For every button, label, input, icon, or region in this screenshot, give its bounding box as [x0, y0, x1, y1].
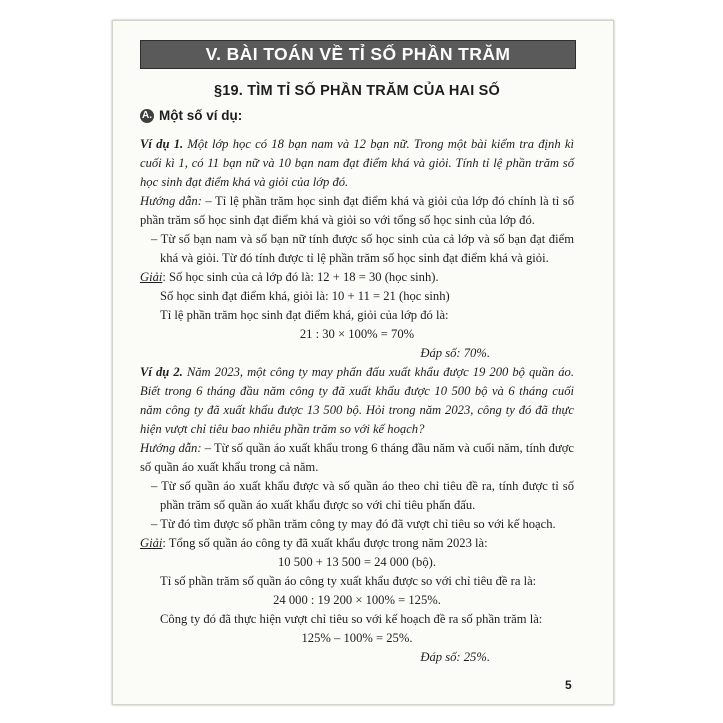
example-1-label: Ví dụ 1.	[140, 137, 184, 151]
guide-text: – Tỉ lệ phần trăm học sinh đạt điểm khá và giỏi của lớp đó chính là tỉ số phần trăm số học sinh đạt điểm khá và giỏi so với tổng số học sinh của lớp đó.	[140, 194, 574, 227]
example-2-solution-4: 24 000 : 19 200 × 100% = 125%.	[273, 593, 441, 607]
example-2-guide-1	[140, 439, 574, 477]
example-2-problem	[140, 363, 574, 439]
guide-label: Hướng dẫn:	[140, 441, 202, 455]
example-1-solution-4: 21 : 30 × 100% = 70%	[299, 327, 415, 341]
example-2-guide-3: – Từ đó tìm được số phần trăm công ty may đó đã vượt chỉ tiêu so với kế hoạch.	[151, 517, 556, 531]
example-1-solution-1	[140, 268, 574, 287]
example-2-solution-5: Công ty đó đã thực hiện vượt chỉ tiêu so với kế hoạch đề ra số phần trăm là:	[160, 612, 543, 626]
example-2-solution-2: 10 500 + 13 500 = 24 000 (bộ).	[278, 555, 436, 569]
subsection-heading	[140, 108, 242, 123]
chapter-banner	[140, 40, 576, 69]
chapter-title: V. BÀI TOÁN VỀ TỈ SỐ PHẦN TRĂM	[205, 44, 511, 64]
example-2-guide-2: – Từ số quần áo xuất khẩu được và số quần áo theo chỉ tiêu đề ra, tính được tỉ số phần trăm số quần áo xuất khẩu được so với chỉ tiêu phấn đấu.	[151, 479, 574, 512]
content-body	[140, 135, 574, 667]
example-1-solution-2: Số học sinh đạt điểm khá, giỏi là: 10 + 11 = 21 (học sinh)	[160, 289, 450, 303]
subsection-badge: A.	[142, 110, 152, 121]
example-1-answer: Đáp số: 70%.	[420, 346, 490, 360]
subsection-title: Một số ví dụ:	[159, 108, 243, 123]
solution-text: : Tổng số quần áo công ty đã xuất khẩu được trong năm 2023 là:	[162, 536, 488, 550]
example-1-guide-2: – Từ số bạn nam và số bạn nữ tính được số học sinh của cả lớp và số bạn đạt điểm khá và giỏi. Từ đó tính được tỉ lệ phần trăm số học sinh đạt điểm khá và giỏi.	[151, 232, 574, 265]
solution-label: Giải	[140, 270, 163, 284]
example-1-problem	[140, 135, 574, 192]
page-number: 5	[565, 678, 572, 692]
example-2-answer: Đáp số: 25%.	[420, 650, 490, 664]
solution-label: Giải	[140, 536, 163, 550]
guide-text: – Từ số quần áo xuất khẩu trong 6 tháng đầu năm và cuối năm, tính được số quần áo xuất khẩu trong cả năm.	[140, 441, 574, 474]
example-2-solution-3: Tỉ số phần trăm số quần áo công ty xuất khẩu được so với chỉ tiêu đề ra là:	[160, 574, 537, 588]
example-2-solution-1	[140, 534, 574, 553]
guide-label: Hướng dẫn:	[140, 194, 202, 208]
example-2-label: Ví dụ 2.	[140, 365, 183, 379]
example-1-solution-3: Tỉ lệ phần trăm học sinh đạt điểm khá, giỏi của lớp đó là:	[160, 308, 449, 322]
example-1-text: Một lớp học có 18 bạn nam và 12 bạn nữ. Trong một bài kiểm tra định kì cuối kì 1, có 11 bạn nữ và 10 bạn nam đạt điểm khá và giỏi. Tính tỉ lệ phần trăm số học sinh đạt điểm khá và giỏi của lớp đó.	[140, 137, 574, 189]
section-title: §19. TÌM TỈ SỐ PHẦN TRĂM CỦA HAI SỐ	[213, 83, 500, 99]
solution-text: : Số học sinh của cả lớp đó là: 12 + 18 = 30 (học sinh).	[162, 270, 439, 284]
example-2-text: Năm 2023, một công ty may phấn đấu xuất khẩu được 19 200 bộ quần áo. Biết trong 6 tháng đầu năm công ty đã xuất khẩu được 10 500 bộ và 6 tháng cuối năm công ty đã xuất khẩu được 13 500 bộ. Hỏi trong năm 2023, công ty đó đã thực hiện vượt chỉ tiêu bao nhiêu phần trăm so với kế hoạch?	[140, 365, 574, 436]
example-2-solution-6: 125% – 100% = 25%.	[301, 631, 413, 645]
example-1-guide-1	[140, 192, 574, 230]
